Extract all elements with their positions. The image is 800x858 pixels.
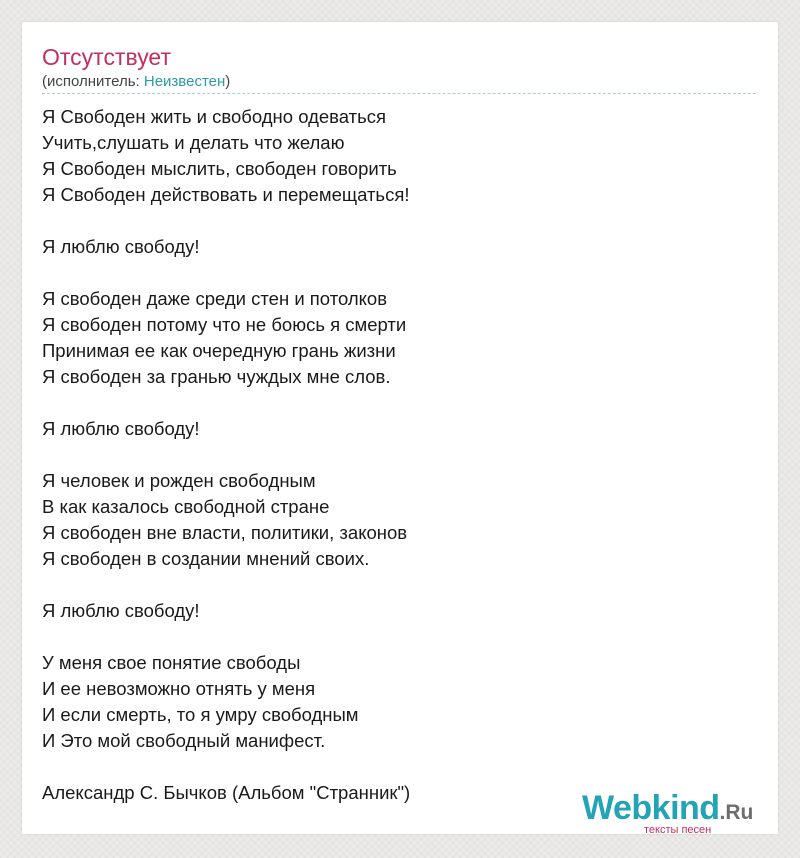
- lyric-line: Я Свободен жить и свободно одеваться: [42, 106, 387, 127]
- divider: [42, 93, 756, 94]
- lyric-line: Принимая ее как очередную грань жизни: [42, 340, 396, 361]
- lyric-line: Учить,слушать и делать что желаю: [42, 132, 345, 153]
- lyric-line: Я люблю свободу!: [42, 418, 200, 439]
- lyric-line: В как казалось свободной стране: [42, 496, 330, 517]
- stanza: [42, 104, 742, 208]
- lyric-line: Я Свободен мыслить, свободен говорить: [42, 158, 397, 179]
- song-title: Отсутствует: [42, 44, 171, 70]
- lyric-line: Я свободен за гранью чуждых мне слов.: [42, 366, 391, 387]
- logo-domain: .Ru: [719, 801, 754, 824]
- lyrics-credit: Александр С. Бычков (Альбом "Странник"): [42, 782, 411, 803]
- stanza: [42, 650, 742, 754]
- lyric-line: У меня свое понятие свободы: [42, 652, 301, 673]
- lyric-line: Я человек и рожден свободным: [42, 470, 316, 491]
- stanza-gap: [42, 208, 742, 234]
- stanza-gap: [42, 572, 742, 598]
- lyric-line: И Это мой свободный манифест.: [42, 730, 326, 751]
- lyric-line: Я люблю свободу!: [42, 600, 200, 621]
- stanza-gap: [42, 442, 742, 468]
- logo-tagline: тексты песен: [644, 824, 712, 836]
- stanza: [42, 286, 742, 390]
- lyric-line: Я свободен в создании мнений своих.: [42, 548, 370, 569]
- lyric-line: Я люблю свободу!: [42, 236, 200, 257]
- artist-link[interactable]: Неизвестен: [143, 73, 226, 90]
- lyrics-body: [42, 104, 742, 754]
- artist-line: [42, 73, 230, 91]
- lyric-line: Я свободен потому что не боюсь я смерти: [42, 314, 407, 335]
- lyric-line: И ее невозможно отнять у меня: [42, 678, 316, 699]
- lyric-line: Я свободен даже среди стен и потолков: [42, 288, 388, 309]
- artist-suffix: ): [225, 73, 231, 90]
- lyric-line: Я Свободен действовать и перемещаться!: [42, 184, 410, 205]
- stanza-gap: [42, 390, 742, 416]
- stanza: [42, 234, 742, 260]
- lyric-line: Я свободен вне власти, политики, законов: [42, 522, 408, 543]
- stanza: [42, 468, 742, 572]
- stanza-gap: [42, 624, 742, 650]
- lyrics-card: [22, 22, 778, 834]
- artist-prefix: (исполнитель:: [42, 73, 144, 90]
- lyric-line: И если смерть, то я умру свободным: [42, 704, 359, 725]
- stanza-gap: [42, 260, 742, 286]
- logo-name: Webkind: [582, 789, 720, 827]
- stanza: [42, 598, 742, 624]
- site-logo[interactable]: [582, 788, 782, 838]
- stanza: [42, 416, 742, 442]
